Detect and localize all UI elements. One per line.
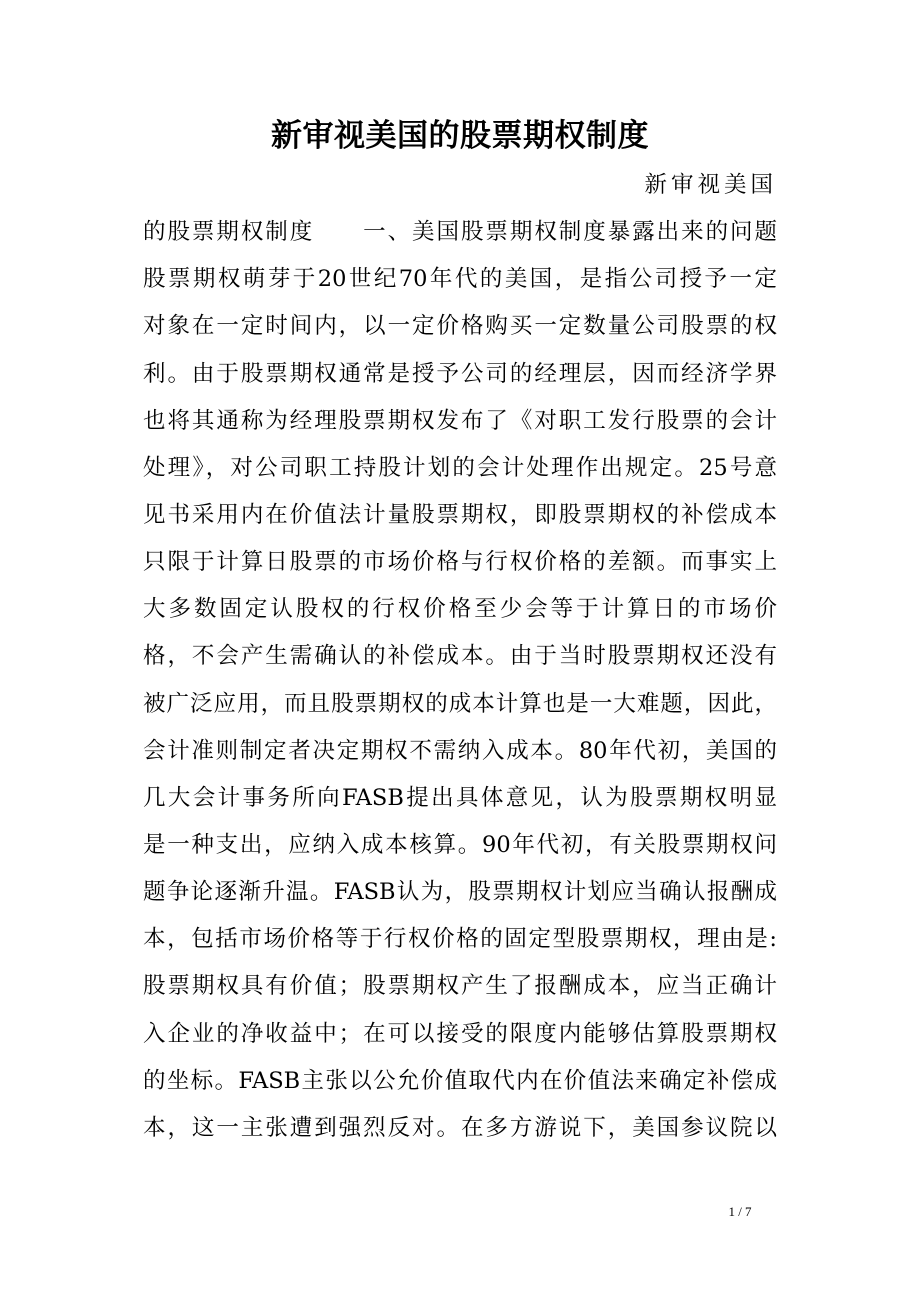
body-line: 股票期权萌芽于20世纪70年代的美国，是指公司授予一定 [143, 266, 777, 293]
document-title: 新审视美国的股票期权制度 [271, 118, 649, 154]
body-line: 新审视美国 [644, 172, 777, 198]
body-line: 会计准则制定者决定期权不需纳入成本。80年代初，美国的 [143, 737, 777, 764]
body-line: 的股票期权制度 一、美国股票期权制度暴露出来的问题 [143, 219, 777, 246]
document-body [143, 162, 777, 1152]
body-line: 本，包括市场价格等于行权价格的固定型股票期权，理由是: [143, 926, 777, 953]
body-line: 题争论逐渐升温。FASB认为，股票期权计划应当确认报酬成 [143, 879, 777, 906]
body-line: 处理》，对公司职工持股计划的会计处理作出规定。25号意 [143, 454, 777, 481]
body-line: 被广泛应用，而且股票期权的成本计算也是一大难题，因此， [143, 690, 777, 717]
body-line: 是一种支出，应纳入成本核算。90年代初，有关股票期权问 [143, 831, 777, 858]
body-line: 大多数固定认股权的行权价格至少会等于计算日的市场价 [143, 596, 777, 623]
body-line: 也将其通称为经理股票期权发布了《对职工发行股票的会计 [143, 407, 777, 434]
body-line: 股票期权具有价值；股票期权产生了报酬成本，应当正确计 [143, 973, 777, 1000]
body-line: 利。由于股票期权通常是授予公司的经理层，因而经济学界 [143, 360, 777, 387]
body-line: 入企业的净收益中；在可以接受的限度内能够估算股票期权 [143, 1020, 777, 1047]
body-line: 对象在一定时间内，以一定价格购买一定数量公司股票的权 [143, 313, 777, 340]
body-line: 的坐标。FASB主张以公允价值取代内在价值法来确定补偿成 [143, 1067, 777, 1094]
page-number: 1 / 7 [728, 1204, 752, 1219]
body-line: 几大会计事务所向FASB提出具体意见，认为股票期权明显 [143, 784, 777, 811]
body-line: 本，这一主张遭到强烈反对。在多方游说下，美国参议院以 [143, 1114, 777, 1141]
body-line: 见书采用内在价值法计量股票期权，即股票期权的补偿成本 [143, 501, 777, 528]
body-line: 格，不会产生需确认的补偿成本。由于当时股票期权还没有 [143, 643, 777, 670]
body-line: 只限于计算日股票的市场价格与行权价格的差额。而事实上 [143, 549, 777, 576]
